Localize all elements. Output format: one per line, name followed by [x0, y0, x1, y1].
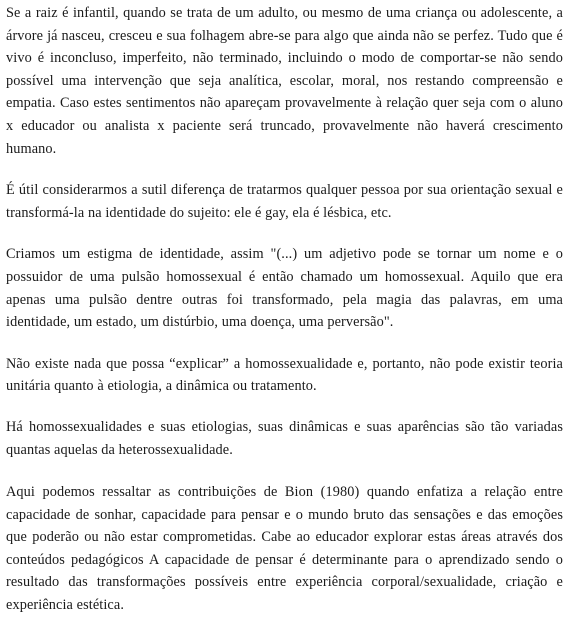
paragraph-5: Há homossexualidades e suas etiologias, suas dinâmicas e suas aparências são tão variadas quantas aquelas da heterossexualidade. [6, 418, 563, 458]
document-page [6, 2, 563, 617]
paragraph-4: Não existe nada que possa “explicar” a homossexualidade e, portanto, não pode existir teoria unitária quanto à etiologia, a dinâmica ou tratamento. [6, 355, 563, 395]
paragraph-2: É útil considerarmos a sutil diferença de tratarmos qualquer pessoa por sua orientação sexual e transformá-la na identidade do sujeito: ele é gay, ela é lésbica, etc. [6, 182, 563, 221]
paragraph-1: Se a raiz é infantil, quando se trata de um adulto, ou mesmo de uma criança ou adolescente, a árvore já nasceu, cresceu e sua folhagem abre-se para algo que ainda não se perfez. Tudo que é vivo é inconcluso, imperfeito, não terminado, incluindo o modo de comportar-se não sendo possível uma intervenção que seja analítica, escolar, moral, nos restando compreensão e empatia. Caso estes sentimentos não apareçam provavelmente à relação quer seja com o aluno x educador ou analista x paciente será truncado, provavelmente não haverá crescimento humano. [6, 5, 563, 157]
paragraph-6: Aqui podemos ressaltar as contribuições de Bion (1980) quando enfatiza a relação entre capacidade de sonhar, capacidade para pensar e o mundo bruto das sensações e das emoções que poderão ou não estar comprometidas. Cabe ao educador explorar estas áreas através dos conteúdos pedagógicos A capacidade de pensar é determinante para o aprendizado sendo o resultado das transformações possíveis entre experiência corporal/sexualidade, criação e experiência estética. [6, 484, 563, 614]
paragraph-3: Criamos um estigma de identidade, assim "(...) um adjetivo pode se tornar um nome e o possuidor de uma pulsão homossexual é então chamado um homossexual. Aquilo que era apenas uma pulsão dentre outras foi transformado, pela magia das palavras, em uma identidade, um estado, um distúrbio, uma doença, uma perversão". [6, 246, 563, 331]
